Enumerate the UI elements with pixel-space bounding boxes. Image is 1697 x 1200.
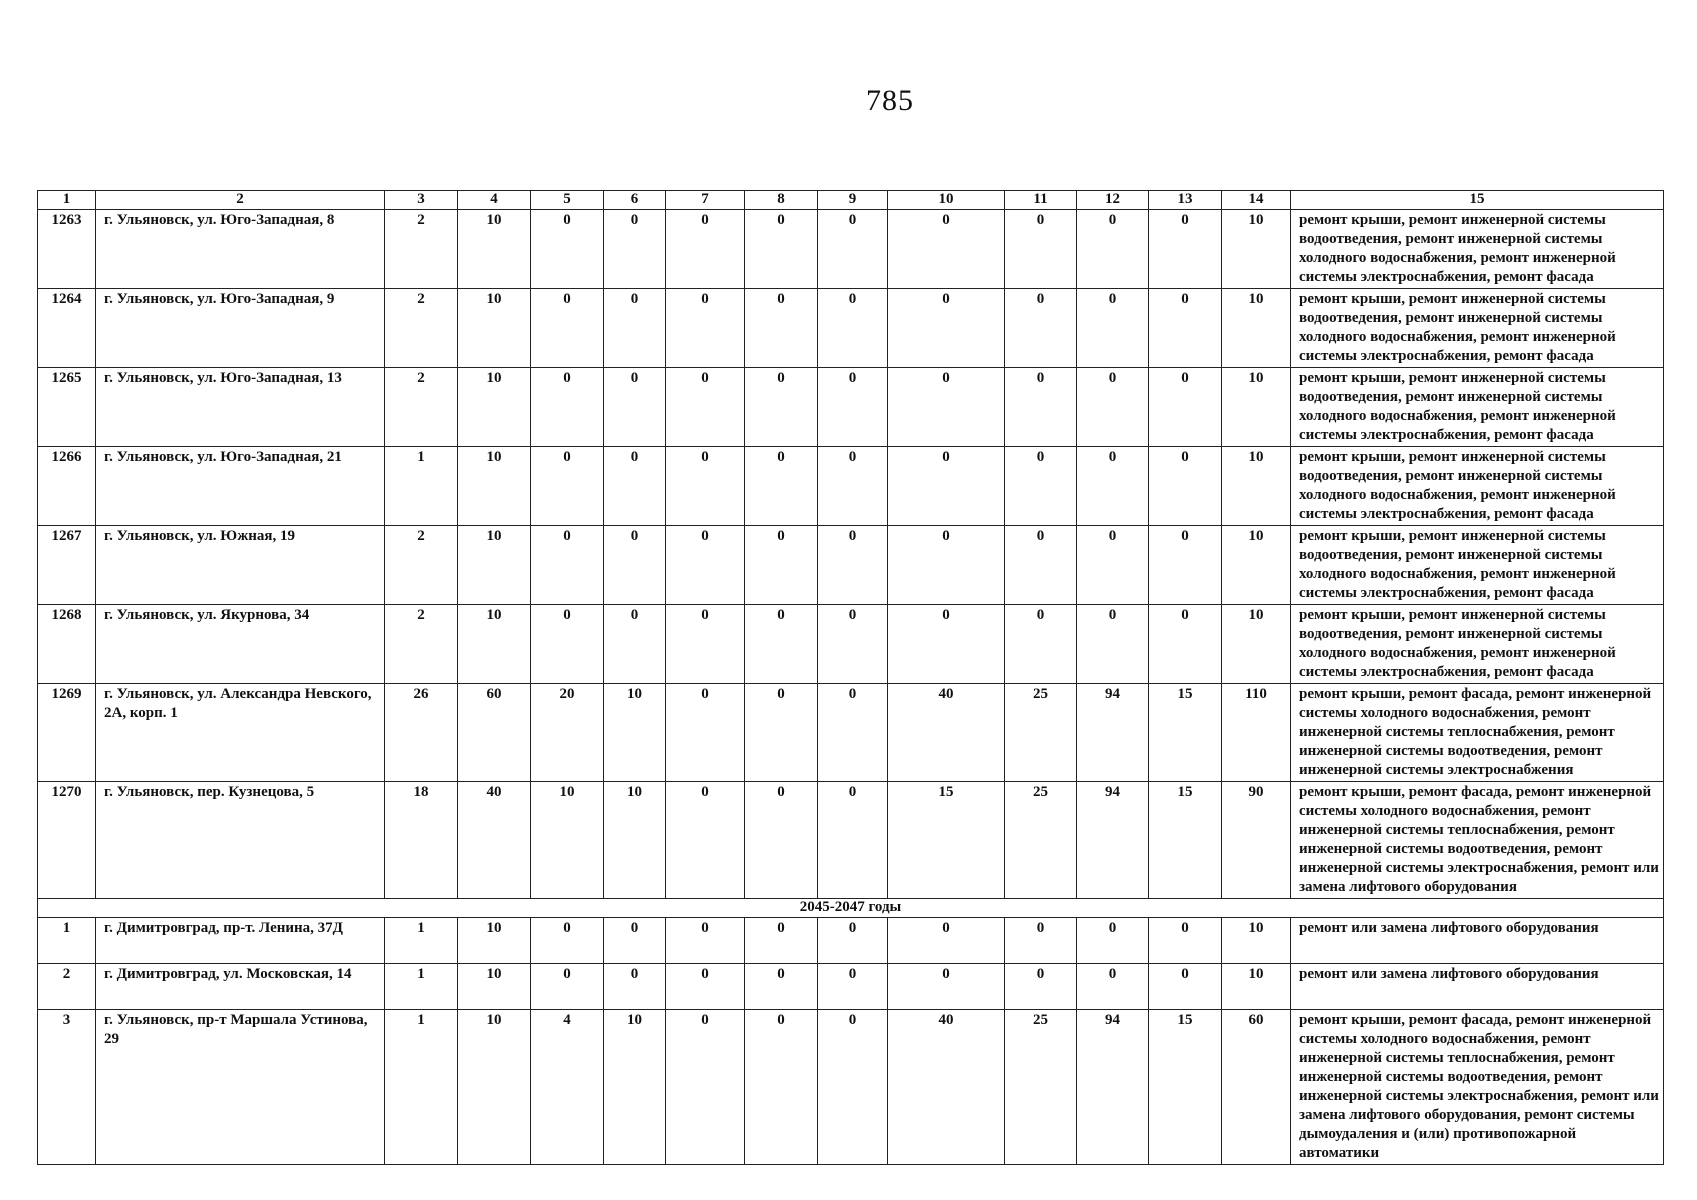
column-number: 3 [385, 191, 458, 210]
value-cell: 2 [385, 368, 458, 447]
value-cell: 26 [385, 684, 458, 782]
value-cell: 0 [604, 918, 666, 964]
value-cell: 10 [458, 1010, 531, 1165]
value-cell: 0 [745, 1010, 818, 1165]
table-row [38, 526, 1664, 605]
value-cell: 0 [1077, 964, 1149, 1010]
value-cell: 0 [531, 964, 604, 1010]
value-cell: 94 [1077, 684, 1149, 782]
value-cell: 0 [531, 526, 604, 605]
value-cell: 0 [1005, 210, 1077, 289]
value-cell: 0 [745, 918, 818, 964]
value-cell: 10 [1222, 210, 1291, 289]
value-cell: 0 [745, 368, 818, 447]
works-cell: ремонт крыши, ремонт фасада, ремонт инженерной системы холодного водоснабжения, ремонт инженерной системы теплоснабжения, ремонт инженерной системы водоотведения, ремонт инженерной системы электроснабжения, ремонт или замена лифтового оборудования, ремонт системы дымоудаления и (или) противопожарной автоматики [1291, 1010, 1664, 1165]
value-cell: 0 [818, 605, 888, 684]
column-number: 6 [604, 191, 666, 210]
value-cell: 15 [1149, 1010, 1222, 1165]
value-cell: 0 [745, 964, 818, 1010]
column-number-row [38, 191, 1664, 210]
value-cell: 10 [458, 447, 531, 526]
value-cell: 0 [888, 964, 1005, 1010]
row-number-cell: 1269 [38, 684, 96, 782]
value-cell: 0 [818, 526, 888, 605]
value-cell: 0 [666, 289, 745, 368]
value-cell: 0 [1005, 526, 1077, 605]
row-number-cell: 1270 [38, 782, 96, 899]
page-number: 785 [866, 84, 914, 117]
row-number-cell: 1268 [38, 605, 96, 684]
value-cell: 0 [1005, 964, 1077, 1010]
value-cell: 0 [1077, 289, 1149, 368]
value-cell: 10 [458, 210, 531, 289]
value-cell: 94 [1077, 782, 1149, 899]
value-cell: 10 [458, 605, 531, 684]
value-cell: 0 [1077, 526, 1149, 605]
value-cell: 0 [1149, 447, 1222, 526]
value-cell: 0 [604, 447, 666, 526]
value-cell: 0 [745, 684, 818, 782]
value-cell: 10 [531, 782, 604, 899]
value-cell: 1 [385, 1010, 458, 1165]
works-cell: ремонт крыши, ремонт инженерной системы водоотведения, ремонт инженерной системы холодного водоснабжения, ремонт инженерной системы электроснабжения, ремонт фасада [1291, 368, 1664, 447]
value-cell: 60 [458, 684, 531, 782]
value-cell: 0 [1005, 605, 1077, 684]
value-cell: 0 [531, 368, 604, 447]
value-cell: 10 [1222, 964, 1291, 1010]
value-cell: 10 [458, 526, 531, 605]
value-cell: 2 [385, 210, 458, 289]
value-cell: 0 [666, 368, 745, 447]
value-cell: 0 [1149, 368, 1222, 447]
value-cell: 0 [745, 782, 818, 899]
value-cell: 0 [818, 289, 888, 368]
value-cell: 25 [1005, 684, 1077, 782]
column-number: 12 [1077, 191, 1149, 210]
value-cell: 0 [818, 447, 888, 526]
value-cell: 0 [1149, 605, 1222, 684]
value-cell: 25 [1005, 782, 1077, 899]
row-number-cell: 2 [38, 964, 96, 1010]
value-cell: 0 [666, 526, 745, 605]
table-row [38, 1010, 1664, 1165]
table-row [38, 368, 1664, 447]
value-cell: 0 [666, 1010, 745, 1165]
value-cell: 10 [1222, 526, 1291, 605]
value-cell: 0 [1149, 964, 1222, 1010]
value-cell: 0 [888, 526, 1005, 605]
column-number: 5 [531, 191, 604, 210]
column-number: 13 [1149, 191, 1222, 210]
value-cell: 2 [385, 605, 458, 684]
table-row [38, 684, 1664, 782]
value-cell: 10 [1222, 447, 1291, 526]
value-cell: 10 [1222, 605, 1291, 684]
value-cell: 0 [745, 447, 818, 526]
works-cell: ремонт крыши, ремонт инженерной системы водоотведения, ремонт инженерной системы холодного водоснабжения, ремонт инженерной системы электроснабжения, ремонт фасада [1291, 210, 1664, 289]
value-cell: 0 [666, 964, 745, 1010]
value-cell: 0 [1077, 368, 1149, 447]
value-cell: 0 [1005, 447, 1077, 526]
works-cell: ремонт крыши, ремонт инженерной системы водоотведения, ремонт инженерной системы холодного водоснабжения, ремонт инженерной системы электроснабжения, ремонт фасада [1291, 526, 1664, 605]
address-cell: г. Ульяновск, ул. Александра Невского, 2А, корп. 1 [96, 684, 385, 782]
column-number: 1 [38, 191, 96, 210]
value-cell: 110 [1222, 684, 1291, 782]
capital-repair-table [37, 190, 1664, 1165]
value-cell: 4 [531, 1010, 604, 1165]
address-cell: г. Ульяновск, ул. Якурнова, 34 [96, 605, 385, 684]
row-number-cell: 1266 [38, 447, 96, 526]
value-cell: 10 [1222, 368, 1291, 447]
value-cell: 0 [818, 964, 888, 1010]
value-cell: 10 [458, 289, 531, 368]
value-cell: 10 [458, 964, 531, 1010]
value-cell: 0 [1149, 289, 1222, 368]
column-number: 10 [888, 191, 1005, 210]
value-cell: 0 [604, 210, 666, 289]
works-cell: ремонт или замена лифтового оборудования [1291, 918, 1664, 964]
value-cell: 0 [1149, 210, 1222, 289]
value-cell: 20 [531, 684, 604, 782]
value-cell: 0 [666, 684, 745, 782]
value-cell: 0 [666, 210, 745, 289]
value-cell: 0 [818, 684, 888, 782]
value-cell: 0 [1077, 210, 1149, 289]
address-cell: г. Ульяновск, пр-т Маршала Устинова, 29 [96, 1010, 385, 1165]
row-number-cell: 1263 [38, 210, 96, 289]
table-row [38, 782, 1664, 899]
value-cell: 0 [531, 918, 604, 964]
value-cell: 0 [818, 782, 888, 899]
row-number-cell: 1 [38, 918, 96, 964]
works-cell: ремонт крыши, ремонт инженерной системы водоотведения, ремонт инженерной системы холодного водоснабжения, ремонт инженерной системы электроснабжения, ремонт фасада [1291, 605, 1664, 684]
value-cell: 0 [745, 289, 818, 368]
value-cell: 0 [666, 918, 745, 964]
table-row [38, 210, 1664, 289]
table-row [38, 289, 1664, 368]
value-cell: 0 [1077, 447, 1149, 526]
works-cell: ремонт крыши, ремонт инженерной системы водоотведения, ремонт инженерной системы холодного водоснабжения, ремонт инженерной системы электроснабжения, ремонт фасада [1291, 447, 1664, 526]
value-cell: 40 [458, 782, 531, 899]
value-cell: 0 [818, 1010, 888, 1165]
value-cell: 0 [888, 605, 1005, 684]
value-cell: 0 [745, 526, 818, 605]
address-cell: г. Ульяновск, ул. Южная, 19 [96, 526, 385, 605]
value-cell: 15 [1149, 782, 1222, 899]
value-cell: 0 [745, 605, 818, 684]
value-cell: 0 [604, 526, 666, 605]
table-row [38, 605, 1664, 684]
column-number: 11 [1005, 191, 1077, 210]
value-cell: 0 [604, 964, 666, 1010]
column-number: 7 [666, 191, 745, 210]
column-number: 2 [96, 191, 385, 210]
value-cell: 0 [818, 368, 888, 447]
row-number-cell: 1265 [38, 368, 96, 447]
value-cell: 0 [666, 782, 745, 899]
value-cell: 1 [385, 964, 458, 1010]
value-cell: 0 [1077, 918, 1149, 964]
value-cell: 0 [818, 918, 888, 964]
value-cell: 10 [1222, 289, 1291, 368]
value-cell: 40 [888, 684, 1005, 782]
value-cell: 10 [604, 684, 666, 782]
row-number-cell: 3 [38, 1010, 96, 1165]
column-number: 9 [818, 191, 888, 210]
value-cell: 0 [1149, 918, 1222, 964]
value-cell: 1 [385, 447, 458, 526]
address-cell: г. Димитровград, ул. Московская, 14 [96, 964, 385, 1010]
value-cell: 0 [604, 605, 666, 684]
works-cell: ремонт или замена лифтового оборудования [1291, 964, 1664, 1010]
value-cell: 0 [888, 210, 1005, 289]
value-cell: 15 [1149, 684, 1222, 782]
address-cell: г. Димитровград, пр-т. Ленина, 37Д [96, 918, 385, 964]
address-cell: г. Ульяновск, ул. Юго-Западная, 9 [96, 289, 385, 368]
value-cell: 25 [1005, 1010, 1077, 1165]
value-cell: 0 [888, 447, 1005, 526]
value-cell: 0 [1149, 526, 1222, 605]
section-title: 2045-2047 годы [38, 899, 1664, 918]
value-cell: 0 [1005, 918, 1077, 964]
value-cell: 0 [1005, 368, 1077, 447]
value-cell: 90 [1222, 782, 1291, 899]
value-cell: 0 [531, 605, 604, 684]
value-cell: 2 [385, 289, 458, 368]
value-cell: 0 [531, 447, 604, 526]
value-cell: 15 [888, 782, 1005, 899]
works-cell: ремонт крыши, ремонт фасада, ремонт инженерной системы холодного водоснабжения, ремонт инженерной системы теплоснабжения, ремонт инженерной системы водоотведения, ремонт инженерной системы электроснабжения, ремонт или замена лифтового оборудования [1291, 782, 1664, 899]
value-cell: 0 [604, 368, 666, 447]
column-number: 8 [745, 191, 818, 210]
value-cell: 0 [818, 210, 888, 289]
value-cell: 94 [1077, 1010, 1149, 1165]
value-cell: 0 [666, 605, 745, 684]
value-cell: 0 [1077, 605, 1149, 684]
value-cell: 18 [385, 782, 458, 899]
value-cell: 10 [604, 1010, 666, 1165]
table-row [38, 447, 1664, 526]
value-cell: 0 [888, 289, 1005, 368]
address-cell: г. Ульяновск, ул. Юго-Западная, 8 [96, 210, 385, 289]
column-number: 15 [1291, 191, 1664, 210]
value-cell: 10 [458, 918, 531, 964]
value-cell: 10 [1222, 918, 1291, 964]
column-number: 14 [1222, 191, 1291, 210]
value-cell: 0 [888, 918, 1005, 964]
table-row [38, 918, 1664, 964]
row-number-cell: 1267 [38, 526, 96, 605]
value-cell: 10 [458, 368, 531, 447]
value-cell: 0 [888, 368, 1005, 447]
value-cell: 0 [604, 289, 666, 368]
address-cell: г. Ульяновск, ул. Юго-Западная, 21 [96, 447, 385, 526]
works-cell: ремонт крыши, ремонт инженерной системы водоотведения, ремонт инженерной системы холодного водоснабжения, ремонт инженерной системы электроснабжения, ремонт фасада [1291, 289, 1664, 368]
value-cell: 2 [385, 526, 458, 605]
table-row [38, 964, 1664, 1010]
value-cell: 0 [745, 210, 818, 289]
value-cell: 0 [1005, 289, 1077, 368]
value-cell: 0 [531, 289, 604, 368]
row-number-cell: 1264 [38, 289, 96, 368]
value-cell: 60 [1222, 1010, 1291, 1165]
value-cell: 0 [531, 210, 604, 289]
value-cell: 40 [888, 1010, 1005, 1165]
column-number: 4 [458, 191, 531, 210]
value-cell: 1 [385, 918, 458, 964]
value-cell: 0 [666, 447, 745, 526]
value-cell: 10 [604, 782, 666, 899]
works-cell: ремонт крыши, ремонт фасада, ремонт инженерной системы холодного водоснабжения, ремонт инженерной системы теплоснабжения, ремонт инженерной системы водоотведения, ремонт инженерной системы электроснабжения [1291, 684, 1664, 782]
section-row [38, 899, 1664, 918]
address-cell: г. Ульяновск, ул. Юго-Западная, 13 [96, 368, 385, 447]
address-cell: г. Ульяновск, пер. Кузнецова, 5 [96, 782, 385, 899]
